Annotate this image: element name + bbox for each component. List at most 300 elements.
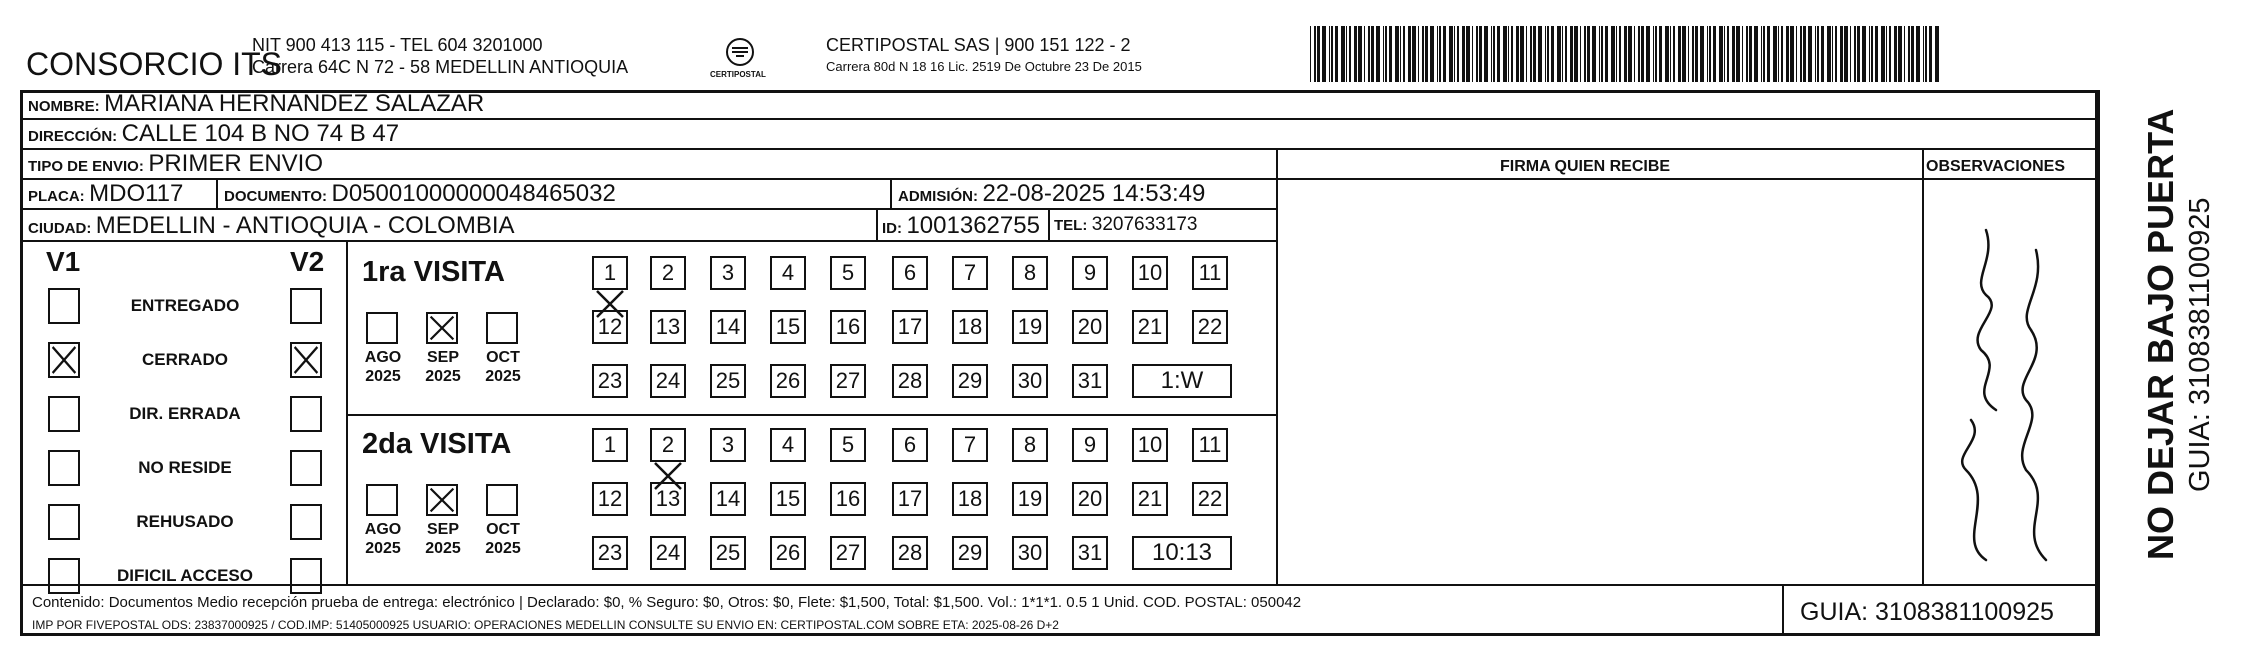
barcode-bar [1346, 26, 1347, 82]
divider [20, 148, 2098, 150]
day-box[interactable]: 16 [830, 310, 866, 344]
day-box[interactable]: 2 [650, 428, 686, 462]
month-checkbox[interactable] [486, 312, 518, 344]
barcode-bar [1821, 26, 1824, 82]
nombre-value: MARIANA HERNANDEZ SALAZAR [104, 90, 485, 117]
status-label: DIR. ERRADA [129, 404, 241, 423]
day-box[interactable]: 15 [770, 482, 806, 516]
day-box[interactable]: 25 [710, 536, 746, 570]
barcode-bar [1889, 26, 1891, 82]
side-guia: GUIA: 3108381100925 [2184, 197, 2216, 492]
placa-cell [28, 180, 183, 208]
day-box[interactable]: 22 [1192, 482, 1228, 516]
check-x-mark [428, 314, 456, 342]
nombre-row [28, 90, 484, 118]
day-box[interactable]: 17 [892, 482, 928, 516]
barcode-bar [1692, 26, 1694, 82]
month-checkbox[interactable] [426, 484, 458, 516]
day-box[interactable]: 12 [592, 310, 628, 344]
nombre-label: NOMBRE: [28, 98, 100, 115]
barcode-bar [1418, 26, 1419, 82]
barcode-bar [1530, 26, 1532, 82]
day-box[interactable]: 7 [952, 256, 988, 290]
barcode-bar [1562, 26, 1563, 82]
barcode-bar [1911, 26, 1914, 82]
barcode-bar [1875, 26, 1878, 82]
visit-time[interactable]: 1:W [1132, 364, 1232, 398]
day-box[interactable]: 4 [770, 428, 806, 462]
barcode-bar [1713, 26, 1716, 82]
admision-cell [898, 180, 1205, 208]
day-box[interactable]: 3 [710, 256, 746, 290]
barcode-bar [1638, 26, 1640, 82]
print-info: IMP POR FIVEPOSTAL ODS: 23837000925 / COD.IMP: 51405000925 USUARIO: OPERACIONES MEDELLIN CONSULTE SU ENVIO EN: CERTIPOSTAL.COM SOBRE ETA: 2025-08-26 D+2 [32, 618, 1059, 632]
day-box[interactable]: 1 [592, 428, 628, 462]
barcode-bar [1403, 26, 1405, 82]
barcode-bar [1727, 26, 1729, 82]
firma-header: FIRMA QUIEN RECIBE [1500, 158, 1671, 175]
certipostal-license: Carrera 80d N 18 16 Lic. 2519 De Octubre 23 De 2015 [826, 59, 1142, 74]
barcode-bar [1655, 26, 1657, 82]
barcode-bar [1898, 26, 1902, 82]
certipostal-nit: CERTIPOSTAL SAS | 900 151 122 - 2 [826, 35, 1131, 55]
month-checkbox[interactable] [426, 312, 458, 344]
address-line: Carrera 64C N 72 - 58 MEDELLIN ANTIOQUIA [252, 57, 629, 77]
barcode-bar [1526, 26, 1527, 82]
day-box[interactable]: 20 [1072, 310, 1108, 344]
month-name: OCT [486, 521, 520, 538]
tipo-label: TIPO DE ENVIO: [28, 158, 144, 175]
day-box[interactable]: 31 [1072, 364, 1108, 398]
barcode-bar [1587, 26, 1590, 82]
barcode-bar [1310, 26, 1311, 82]
barcode-bar [1773, 26, 1777, 82]
barcode-bar [1857, 26, 1860, 82]
barcode-bar [1832, 26, 1833, 82]
day-box[interactable]: 9 [1072, 428, 1108, 462]
direccion-row [28, 120, 399, 148]
status-label: REHUSADO [136, 512, 234, 531]
direccion-value: CALLE 104 B NO 74 B 47 [121, 120, 400, 147]
month-label [418, 520, 468, 558]
month-name: SEP [426, 349, 459, 366]
tel-cell [1054, 214, 1197, 236]
barcode-bar [1430, 26, 1434, 82]
barcode-bar [1724, 26, 1725, 82]
id-cell [882, 212, 1040, 240]
v2-checkbox[interactable] [290, 288, 322, 324]
barcode-bar [1854, 26, 1856, 82]
barcode-bar [1786, 26, 1789, 82]
divider [346, 240, 348, 584]
barcode-bar [1368, 26, 1370, 82]
tipo-row [28, 150, 323, 178]
barcode-bar [1472, 26, 1473, 82]
barcode-bar [1484, 26, 1488, 82]
barcode-bar [1732, 26, 1735, 82]
barcode-bar [1678, 26, 1681, 82]
barcode-bar [1908, 26, 1910, 82]
barcode-bar [1599, 26, 1600, 82]
barcode-bar [1653, 26, 1654, 82]
barcode-bar [1634, 26, 1635, 82]
warning-text: NO DEJAR BAJO PUERTA [2140, 108, 2181, 560]
barcode-bar [1592, 26, 1596, 82]
day-box[interactable]: 28 [892, 364, 928, 398]
barcode-bar [1493, 26, 1495, 82]
documento-cell [224, 180, 616, 208]
barcode-bar [1601, 26, 1603, 82]
v2-header: V2 [290, 246, 325, 277]
barcode-bar [1551, 26, 1554, 82]
day-box[interactable]: 4 [770, 256, 806, 290]
day-box[interactable]: 20 [1072, 482, 1108, 516]
barcode-bar [1767, 26, 1770, 82]
barcode-bar [1641, 26, 1644, 82]
barcode-bar [1904, 26, 1905, 82]
observaciones-header: OBSERVACIONES [1926, 158, 2065, 175]
month-name: OCT [486, 349, 520, 366]
day-box[interactable]: 27 [830, 536, 866, 570]
v1-checkbox[interactable] [48, 342, 80, 378]
day-box[interactable]: 1 [592, 256, 628, 290]
month-checkbox[interactable] [486, 484, 518, 516]
day-box[interactable]: 30 [1012, 536, 1048, 570]
day-box[interactable]: 13 [650, 310, 686, 344]
barcode-bar [1364, 26, 1365, 82]
v1-checkbox[interactable] [48, 558, 80, 594]
barcode-bar [1476, 26, 1478, 82]
barcode-bar [1443, 26, 1446, 82]
barcode-bar [1916, 26, 1920, 82]
barcode-bar [1736, 26, 1740, 82]
check-x-mark [292, 344, 320, 376]
month-year: 2025 [425, 368, 461, 385]
month-label [358, 520, 408, 558]
divider [1276, 148, 1278, 584]
day-box[interactable]: 10 [1132, 256, 1168, 290]
nit-line: NIT 900 413 115 - TEL 604 3201000 [252, 35, 543, 55]
barcode-bar [1462, 26, 1465, 82]
day-box[interactable]: 28 [892, 536, 928, 570]
barcode-bar [1700, 26, 1704, 82]
barcode-bar [1341, 26, 1345, 82]
day-box[interactable]: 29 [952, 536, 988, 570]
month-label [478, 348, 528, 386]
barcode-bar [1923, 26, 1924, 82]
month-label [478, 520, 528, 558]
barcode-bar [1803, 26, 1806, 82]
day-box[interactable]: 3 [710, 428, 746, 462]
documento-value: D0500100000004846503​2 [331, 180, 616, 207]
barcode-bar [1925, 26, 1927, 82]
barcode-bar [1437, 26, 1438, 82]
month-checkbox[interactable] [366, 312, 398, 344]
barcode-bar [1778, 26, 1779, 82]
barcode-bar [1466, 26, 1470, 82]
barcode-bar [1479, 26, 1482, 82]
v2-checkbox[interactable] [290, 450, 322, 486]
id-label: ID: [882, 220, 902, 237]
month-checkbox[interactable] [366, 484, 398, 516]
barcode-bar [1749, 26, 1752, 82]
barcode-bar [1695, 26, 1698, 82]
barcode-bar [1869, 26, 1870, 82]
check-x-mark [428, 486, 456, 514]
v2-checkbox[interactable] [290, 396, 322, 432]
barcode-bar [1371, 26, 1374, 82]
barcode-bar [1670, 26, 1671, 82]
barcode-bar [1800, 26, 1802, 82]
barcode-bar [1881, 26, 1885, 82]
month-year: 2025 [485, 540, 521, 557]
day-box[interactable]: 6 [892, 428, 928, 462]
day-box[interactable]: 26 [770, 364, 806, 398]
barcode-bar [1844, 26, 1848, 82]
ciudad-value: MEDELLIN - ANTIOQUIA - COLOMBIA [95, 212, 515, 239]
barcode-bar [1454, 26, 1455, 82]
barcode-bar [1763, 26, 1765, 82]
v2-checkbox[interactable] [290, 504, 322, 540]
barcode-bar [1497, 26, 1500, 82]
day-box[interactable]: 19 [1012, 310, 1048, 344]
direccion-label: DIRECCIÓN: [28, 128, 118, 145]
barcode-bar [1516, 26, 1519, 82]
certipostal-info [826, 34, 1142, 78]
barcode-bar [1624, 26, 1627, 82]
barcode-bar [1317, 26, 1320, 82]
barcode-bar [1707, 26, 1708, 82]
day-box[interactable]: 11 [1192, 428, 1228, 462]
status-label: ENTREGADO [130, 296, 240, 315]
day-box[interactable]: 11 [1192, 256, 1228, 290]
barcode-bar [1376, 26, 1380, 82]
barcode-bar [1894, 26, 1897, 82]
barcode [1310, 26, 1940, 82]
barcode-bar [1349, 26, 1351, 82]
barcode-bar [1628, 26, 1632, 82]
barcode-bar [1808, 26, 1812, 82]
admision-label: ADMISIÓN: [898, 188, 978, 205]
barcode-bar [1790, 26, 1794, 82]
divider [1922, 148, 1924, 584]
barcode-bar [1383, 26, 1384, 82]
barcode-bar [1673, 26, 1675, 82]
ciudad-cell [28, 212, 515, 240]
barcode-bar [1520, 26, 1524, 82]
barcode-bar [1781, 26, 1783, 82]
barcode-bar [1574, 26, 1578, 82]
placa-value: MDO117 [89, 180, 184, 207]
visit-title: 2da VISITA [362, 428, 512, 460]
barcode-bar [1335, 26, 1338, 82]
barcode-bar [1616, 26, 1617, 82]
month-year: 2025 [425, 540, 461, 557]
day-box[interactable]: 24 [650, 364, 686, 398]
day-box[interactable]: 29 [952, 364, 988, 398]
barcode-bar [1457, 26, 1459, 82]
day-box[interactable]: 23 [592, 536, 628, 570]
month-name: SEP [426, 521, 459, 538]
barcode-bar [1439, 26, 1441, 82]
barcode-bar [1611, 26, 1615, 82]
day-box[interactable]: 21 [1132, 482, 1168, 516]
month-year: 2025 [365, 368, 401, 385]
divider [20, 208, 1278, 210]
day-box[interactable]: 31 [1072, 536, 1108, 570]
barcode-bar [1331, 26, 1333, 82]
day-box[interactable]: 19 [1012, 482, 1048, 516]
day-box[interactable]: 30 [1012, 364, 1048, 398]
v1-checkbox[interactable] [48, 288, 80, 324]
day-box[interactable]: 8 [1012, 428, 1048, 462]
barcode-bar [1503, 26, 1507, 82]
day-box[interactable]: 6 [892, 256, 928, 290]
day-box[interactable]: 9 [1072, 256, 1108, 290]
day-box[interactable]: 16 [830, 482, 866, 516]
day-box[interactable]: 26 [770, 536, 806, 570]
barcode-bar [1850, 26, 1851, 82]
day-box[interactable]: 8 [1012, 256, 1048, 290]
barcode-bar [1565, 26, 1567, 82]
barcode-bar [1557, 26, 1561, 82]
barcode-bar [1314, 26, 1316, 82]
barcode-bar [1545, 26, 1546, 82]
v1-checkbox[interactable] [48, 450, 80, 486]
barcode-bar [1400, 26, 1401, 82]
documento-label: DOCUMENTO: [224, 188, 328, 205]
company-name: CONSORCIO ITS [26, 46, 283, 82]
barcode-bar [1580, 26, 1581, 82]
barcode-bar [1511, 26, 1513, 82]
barcode-bar [1491, 26, 1492, 82]
barcode-bar [1408, 26, 1411, 82]
barcode-bar [1840, 26, 1843, 82]
barcode-bar [1322, 26, 1326, 82]
v1-checkbox[interactable] [48, 504, 80, 540]
divider [1278, 178, 2098, 180]
day-box[interactable]: 12 [592, 482, 628, 516]
month-label [418, 348, 468, 386]
month-year: 2025 [365, 540, 401, 557]
visit-title: 1ra VISITA [362, 256, 505, 288]
admision-value: 22-08-2025 14:53:49 [982, 180, 1206, 207]
barcode-bar [1754, 26, 1758, 82]
day-box[interactable]: 5 [830, 428, 866, 462]
tel-value: 3207633173 [1091, 214, 1198, 235]
tel-label: TEL: [1054, 217, 1088, 234]
barcode-bar [1605, 26, 1608, 82]
visit-time[interactable]: 10:13 [1132, 536, 1232, 570]
day-box[interactable]: 24 [650, 536, 686, 570]
barcode-bar [1619, 26, 1621, 82]
barcode-bar [1358, 26, 1362, 82]
day-box[interactable]: 14 [710, 482, 746, 516]
barcode-bar [1659, 26, 1662, 82]
barcode-bar [1886, 26, 1887, 82]
status-label: DIFICIL ACCESO [116, 566, 253, 585]
barcode-bar [1871, 26, 1873, 82]
barcode-bar [1815, 26, 1816, 82]
day-box[interactable]: 25 [710, 364, 746, 398]
barcode-bar [1385, 26, 1387, 82]
barcode-bar [1508, 26, 1509, 82]
barcode-bar [1835, 26, 1837, 82]
barcode-bar [1389, 26, 1392, 82]
divider [348, 414, 1278, 416]
barcode-bar [1538, 26, 1542, 82]
v1-header: V1 [46, 246, 81, 277]
day-box[interactable]: 7 [952, 428, 988, 462]
v1-checkbox[interactable] [48, 396, 80, 432]
handwritten-observation [1926, 200, 2094, 580]
divider [20, 240, 1278, 242]
barcode-bar [1570, 26, 1573, 82]
barcode-bar [1329, 26, 1330, 82]
logo-text: CERTIPOSTAL [710, 70, 766, 79]
status-label: NO RESIDE [138, 458, 232, 477]
barcode-bar [1719, 26, 1723, 82]
month-name: AGO [364, 521, 402, 538]
content-details: Contenido: Documentos Medio recepción prueba de entrega: electrónico | Declarado: $0, % Seguro: $0, Otros: $0, Flete: $1,500, Total: $1,500. Vol.: 1*1*1. 0.5 1 Unid. COD. POSTAL: 050042 [32, 594, 1302, 611]
id-value: 1001362755 [906, 212, 1040, 239]
day-box[interactable]: 21 [1132, 310, 1168, 344]
day-box[interactable]: 2 [650, 256, 686, 290]
barcode-bar [1929, 26, 1932, 82]
tipo-value: PRIMER ENVIO [148, 150, 324, 177]
ciudad-label: CIUDAD: [28, 220, 92, 237]
month-label [358, 348, 408, 386]
day-box[interactable]: 14 [710, 310, 746, 344]
barcode-bar [1682, 26, 1686, 82]
day-box[interactable]: 23 [592, 364, 628, 398]
barcode-bar [1817, 26, 1819, 82]
status-label: CERRADO [142, 350, 228, 369]
barcode-bar [1709, 26, 1711, 82]
barcode-bar [1746, 26, 1748, 82]
day-box[interactable]: 15 [770, 310, 806, 344]
guia-number: GUIA: 3108381100925 [1800, 598, 2054, 626]
month-name: AGO [364, 349, 402, 366]
barcode-bar [1395, 26, 1399, 82]
day-box[interactable]: 22 [1192, 310, 1228, 344]
barcode-bar [1425, 26, 1428, 82]
barcode-bar [1646, 26, 1650, 82]
barcode-bar [1761, 26, 1762, 82]
barcode-bar [1742, 26, 1743, 82]
barcode-bar [1584, 26, 1586, 82]
delivery-form [20, 90, 2098, 636]
barcode-bar [1935, 26, 1939, 82]
barcode-bar [1422, 26, 1424, 82]
barcode-bar [1449, 26, 1453, 82]
day-box[interactable]: 18 [952, 482, 988, 516]
barcode-bar [1665, 26, 1669, 82]
barcode-bar [1547, 26, 1549, 82]
day-box[interactable]: 27 [830, 364, 866, 398]
day-box[interactable]: 10 [1132, 428, 1168, 462]
day-box[interactable]: 17 [892, 310, 928, 344]
barcode-bar [1796, 26, 1797, 82]
barcode-bar [1827, 26, 1831, 82]
v2-checkbox[interactable] [290, 342, 322, 378]
day-box[interactable]: 18 [952, 310, 988, 344]
day-box[interactable]: 13 [650, 482, 686, 516]
day-box[interactable]: 5 [830, 256, 866, 290]
barcode-bar [1862, 26, 1866, 82]
barcode-bar [1533, 26, 1536, 82]
v2-checkbox[interactable] [290, 558, 322, 594]
